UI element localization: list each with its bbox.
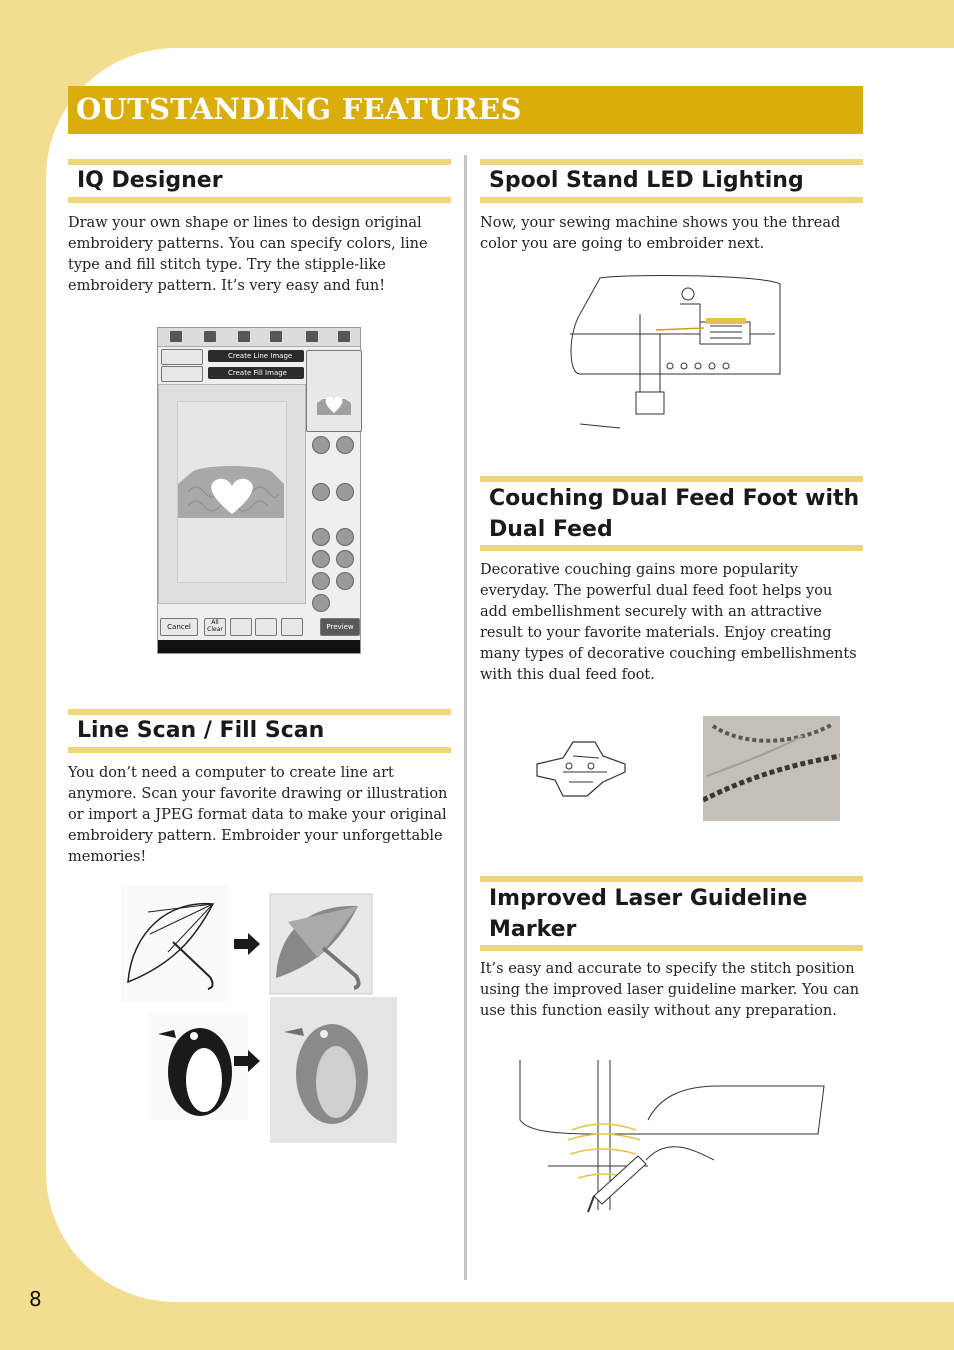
- size-icon[interactable]: [312, 572, 330, 590]
- memory-button[interactable]: [281, 618, 303, 636]
- section-heading-line-scan: [68, 709, 451, 753]
- line-scan-text: You don’t need a computer to create line art anymore. Scan your favorite drawing or illustration or import a JPEG format data to make your original embroidery pattern. Embroider your unforgettable memories!: [68, 765, 448, 865]
- create-line-image-button[interactable]: Create Line Image: [208, 350, 304, 362]
- scan-examples-illustration: [118, 882, 400, 1146]
- section-heading-spool-stand: [480, 159, 863, 203]
- all-clear-label-2: Clear: [207, 626, 223, 633]
- fill-type-icon[interactable]: [336, 483, 354, 501]
- couching-text: Decorative couching gains more popularity everyday. The powerful dual feed foot helps you add embellishment securely with an attractive result to your favorite materials. Enjoy creating many types of decorative couching embellishments with this dual feed foot.: [480, 562, 857, 683]
- line-type-icon[interactable]: [336, 436, 354, 454]
- thumbnail-heart-icon: [307, 351, 361, 431]
- section-heading-laser: [480, 876, 863, 951]
- zoom-buttons[interactable]: [161, 366, 203, 382]
- heart-pattern-icon: [178, 402, 286, 582]
- spool-stand-title: Spool Stand LED Lighting: [489, 168, 804, 193]
- all-clear-button[interactable]: [204, 618, 226, 636]
- move-icon[interactable]: [312, 594, 330, 612]
- drawing-canvas[interactable]: [158, 384, 306, 604]
- iq-designer-title: IQ Designer: [77, 168, 223, 193]
- couching-sample-photo: [703, 716, 840, 821]
- camera-icon: [170, 331, 182, 342]
- settings-icon: [270, 331, 282, 342]
- iq-designer-screen: [157, 327, 361, 654]
- select-icon[interactable]: [312, 550, 330, 568]
- fill-tool-icon[interactable]: [312, 483, 330, 501]
- presser-foot-illustration: [533, 736, 629, 800]
- undo-button[interactable]: [230, 618, 252, 636]
- couching-title-line2: Dual Feed: [489, 517, 613, 542]
- stamp-icon[interactable]: [336, 528, 354, 546]
- section-heading-couching: [480, 476, 863, 551]
- couching-title-line1: Couching Dual Feed Foot with: [489, 486, 860, 511]
- pen-tool-icon[interactable]: [312, 436, 330, 454]
- lock-icon: [306, 331, 318, 342]
- laser-marker-illustration: [518, 1060, 830, 1216]
- redo-button[interactable]: [255, 618, 277, 636]
- laser-title-line1: Improved Laser Guideline: [489, 886, 808, 911]
- screen-bottom-bar: [158, 640, 360, 653]
- page-icon: [204, 331, 216, 342]
- canvas-area[interactable]: [177, 401, 287, 583]
- page-title: OUTSTANDING FEATURES: [76, 92, 522, 126]
- spool-stand-illustration: [560, 274, 785, 432]
- all-clear-label-1: All: [211, 619, 219, 626]
- cut-icon[interactable]: [336, 550, 354, 568]
- iq-designer-text: Draw your own shape or lines to design original embroidery patterns. You can specify colors, line type and fill stitch type. Try the stipple-like embroidery pattern. It’s very easy and fun!: [68, 215, 428, 294]
- laser-title-line2: Marker: [489, 917, 577, 942]
- page-number: 8: [29, 1287, 42, 1311]
- home-icon: [338, 331, 350, 342]
- title-banner: [68, 86, 863, 134]
- screen-toolbar: [158, 328, 360, 347]
- eraser-icon[interactable]: [312, 528, 330, 546]
- help-icon: [238, 331, 250, 342]
- create-fill-image-button[interactable]: Create Fill Image: [208, 367, 304, 379]
- spool-stand-text: Now, your sewing machine shows you the thread color you are going to embroider next.: [480, 215, 841, 252]
- preview-button[interactable]: Preview: [320, 618, 360, 636]
- rotate-icon[interactable]: [336, 572, 354, 590]
- line-scan-title: Line Scan / Fill Scan: [77, 718, 325, 743]
- scan-button[interactable]: [161, 349, 203, 365]
- section-heading-iq-designer: [68, 159, 451, 203]
- cancel-button[interactable]: Cancel: [160, 618, 198, 636]
- laser-text: It’s easy and accurate to specify the stitch position using the improved laser guideline marker. You can use this function easily without any preparation.: [480, 961, 860, 1019]
- column-divider: [464, 155, 467, 1280]
- pattern-thumbnail: [306, 350, 362, 432]
